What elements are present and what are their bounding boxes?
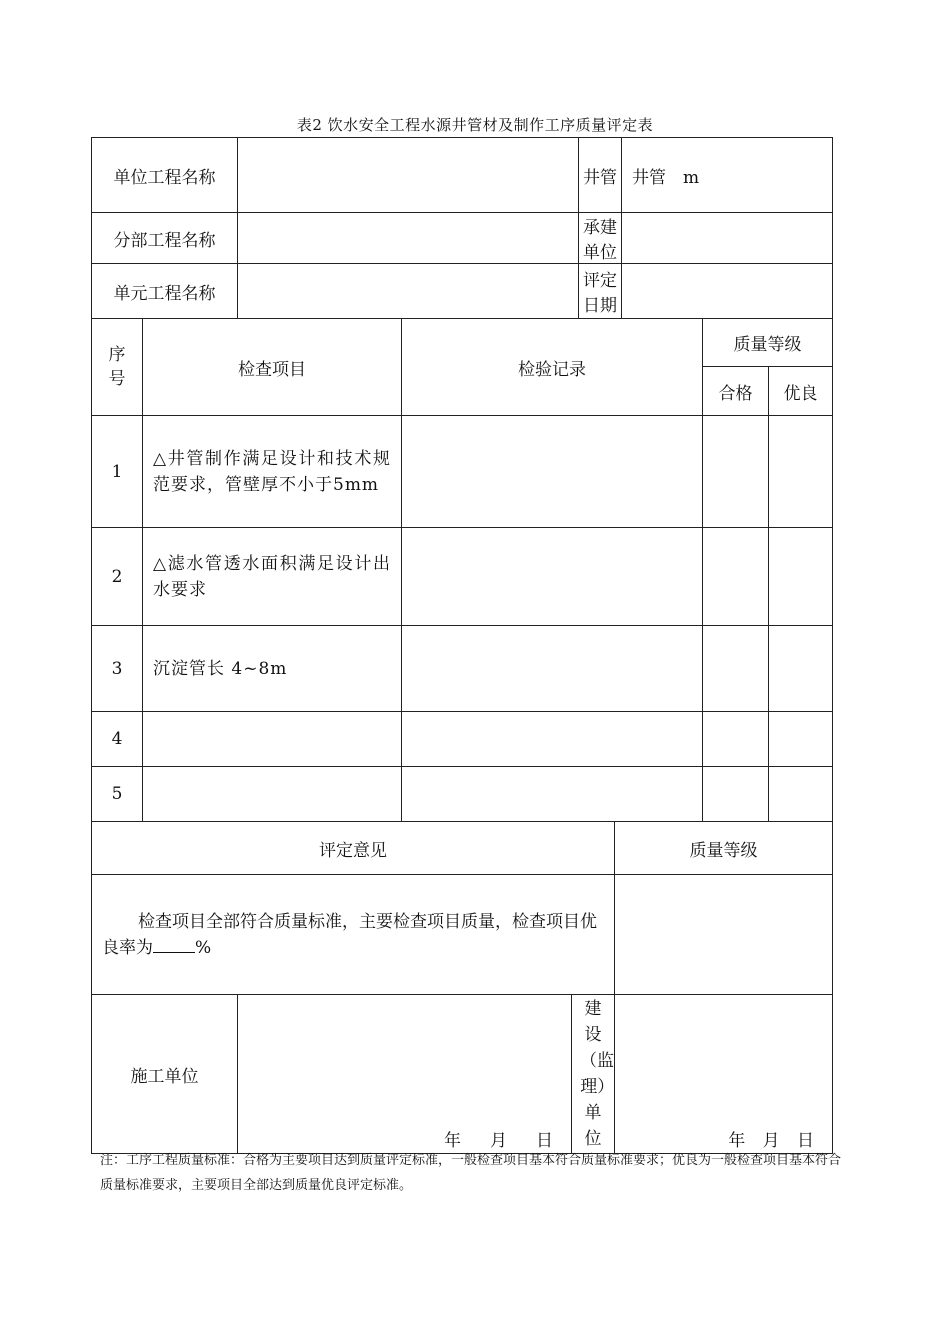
quality-evaluation-table — [91, 137, 833, 1154]
item-header: 检查项目 — [143, 319, 402, 416]
opinion-text — [92, 875, 615, 995]
percent-sign: % — [195, 937, 212, 958]
pass-cell[interactable] — [703, 767, 769, 822]
element-project-label: 单元工程名称 — [92, 264, 238, 319]
excellent-cell[interactable] — [769, 767, 833, 822]
pass-cell[interactable] — [703, 528, 769, 626]
evaluation-header-row — [92, 822, 833, 875]
excellent-header: 优良 — [769, 367, 833, 416]
unit-project-value[interactable] — [238, 138, 579, 213]
excellent-cell[interactable] — [769, 528, 833, 626]
grade-header: 质量等级 — [703, 319, 833, 367]
row-number: 2 — [92, 528, 143, 626]
signature-row — [92, 995, 833, 1154]
column-header-row — [92, 319, 833, 367]
table-row — [92, 528, 833, 626]
pass-cell[interactable] — [703, 626, 769, 712]
form-title: 表2 饮水安全工程水源井管材及制作工序质量评定表 — [296, 116, 654, 134]
construction-unit-sign[interactable] — [238, 995, 572, 1154]
table-row — [92, 712, 833, 767]
unit-project-label: 单位工程名称 — [92, 138, 238, 213]
pass-header: 合格 — [703, 367, 769, 416]
contractor-label: 承建单位 — [579, 213, 622, 264]
inspection-item[interactable] — [143, 712, 402, 767]
opinion-text-main: 检查项目全部符合质量标准，主要检查项目质量，检查项目优良率为 — [102, 911, 597, 958]
owner-unit-sign[interactable] — [615, 995, 833, 1154]
seq-header: 序号 — [92, 319, 143, 416]
header-row-element-project — [92, 264, 833, 319]
inspection-record[interactable] — [402, 712, 703, 767]
header-row-division-project — [92, 213, 833, 264]
inspection-record[interactable] — [402, 416, 703, 528]
well-pipe-value[interactable]: 井管 m — [622, 138, 833, 213]
evaluation-row — [92, 875, 833, 995]
element-project-value[interactable] — [238, 264, 579, 319]
inspection-item: 沉淀管长 4~8m — [143, 626, 402, 712]
opinion-label: 评定意见 — [92, 822, 615, 875]
well-pipe-label: 井管 — [579, 138, 622, 213]
construction-unit-label: 施工单位 — [92, 995, 238, 1154]
eval-date-label: 评定日期 — [579, 264, 622, 319]
inspection-item[interactable] — [143, 767, 402, 822]
inspection-record[interactable] — [402, 626, 703, 712]
row-number: 5 — [92, 767, 143, 822]
excellent-cell[interactable] — [769, 626, 833, 712]
row-number: 4 — [92, 712, 143, 767]
excellent-cell[interactable] — [769, 712, 833, 767]
header-row-unit-project — [92, 138, 833, 213]
owner-date: 年 月 日 — [728, 1131, 821, 1151]
table-row — [92, 767, 833, 822]
division-project-label: 分部工程名称 — [92, 213, 238, 264]
final-grade-value[interactable] — [615, 875, 833, 995]
pass-cell[interactable] — [703, 416, 769, 528]
footnote: 注：工序工程质量标准：合格为主要项目达到质量评定标准，一般检查项目基本符合质量标准要求；优良为一般检查项目基本符合质量标准要求，主要项目全部达到质量优良评定标准。 — [100, 1153, 842, 1193]
record-header: 检验记录 — [402, 319, 703, 416]
construction-date: 年 月 日 — [444, 1131, 559, 1151]
row-number: 3 — [92, 626, 143, 712]
excellent-rate-blank[interactable] — [153, 952, 195, 953]
owner-unit-label: 建设（监理）单位 — [572, 995, 615, 1154]
table-row — [92, 626, 833, 712]
inspection-item: △滤水管透水面积满足设计出水要求 — [143, 528, 402, 626]
pass-cell[interactable] — [703, 712, 769, 767]
inspection-record[interactable] — [402, 528, 703, 626]
inspection-record[interactable] — [402, 767, 703, 822]
division-project-value[interactable] — [238, 213, 579, 264]
contractor-value[interactable] — [622, 213, 833, 264]
inspection-item: △井管制作满足设计和技术规范要求，管壁厚不小于5mm — [143, 416, 402, 528]
final-grade-label: 质量等级 — [615, 822, 833, 875]
excellent-cell[interactable] — [769, 416, 833, 528]
row-number: 1 — [92, 416, 143, 528]
eval-date-value[interactable] — [622, 264, 833, 319]
table-row — [92, 416, 833, 528]
